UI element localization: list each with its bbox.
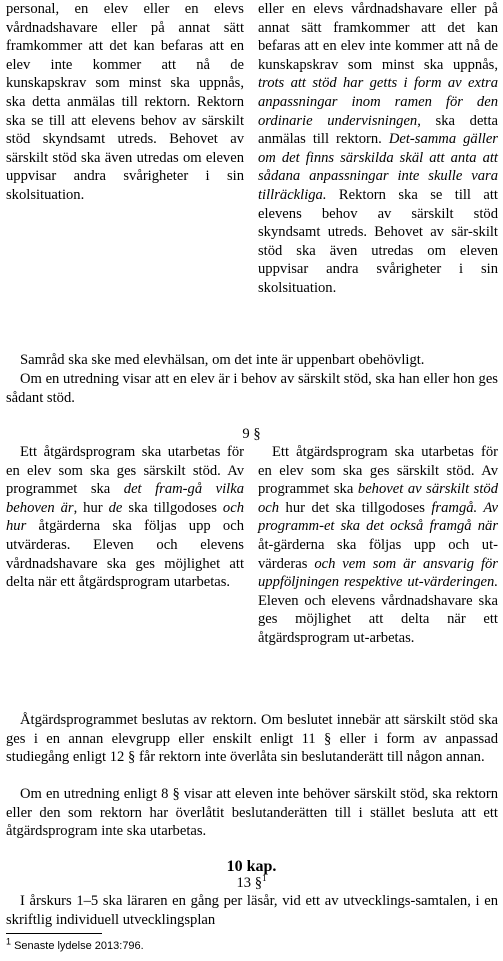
sec8-proposed-text	[258, 0, 498, 298]
italic-run: och vem som är ansvarig för uppföljningen respektive ut-värderingen.	[258, 555, 498, 591]
footnote-text: Senaste lydelse 2013:796.	[11, 940, 144, 952]
italic-run: framgå. Av programm-et ska det också framgå när	[258, 499, 498, 535]
sec9-proposed-text	[258, 443, 498, 648]
text-run: åt-gärderna ska följas upp och ut-värderas	[258, 536, 498, 572]
text-run: åtgärderna ska följas upp och utvärderas. Eleven och elevens vårdnadshavare ska ges möjlighet att delta när ett åtgärdsprogram utarbetas.	[6, 518, 244, 591]
sec8-current-text	[6, 0, 244, 205]
text-run: Rektorn ska se till att elevens behov av särskilt stöd skyndsamt utreds. Behovet av sär-skilt stöd ska även utredas om eleven uppvisar andra svårigheter i sin skolsituation.	[258, 186, 498, 296]
text-run: , ska detta anmälas till rektorn.	[258, 112, 499, 148]
italic-run: trots att stöd har getts i form av extra anpassningar inom ramen för den ordinarie undervisningen	[258, 75, 498, 129]
footnote-reference: 1	[262, 873, 267, 884]
section-label: 13 §	[236, 875, 263, 891]
chapter-heading: 10 kap.	[226, 858, 277, 875]
text-run: Ett åtgärdsprogram ska utarbetas för en elev som ska ges särskilt stöd. Av programmet ska	[6, 444, 244, 498]
text-run: ska tillgodoses	[122, 499, 223, 516]
sec8-right-paragraph	[258, 0, 498, 298]
italic-run: de	[108, 499, 123, 516]
text-run: hur det ska tillgodoses	[279, 499, 432, 516]
paragraph-utredning-8: Om en utredning enligt 8 § visar att eleven inte behöver särskilt stöd, ska rektorn eller den som rektorn har överlåtit beslutanderätten till i stället besluta att ett åtgärdsprogram inte ska utarbetas.	[6, 786, 498, 840]
text-run: , hur	[73, 499, 109, 516]
paragraph-beslut: Åtgärdsprogrammet beslutas av rektorn. Om beslutet innebär att särskilt stöd ska ges i en annan elevgrupp eller enskilt enligt 11 § eller i form av anpassad studiegång enligt 12 § får rektorn inte överlåta sin beslutanderätt till någon annan.	[6, 712, 498, 766]
sec9-left-paragraph	[6, 443, 244, 592]
sec9-current-text	[6, 443, 244, 592]
sec9-right-paragraph	[258, 443, 498, 648]
footnote	[6, 936, 144, 953]
section-heading-13	[0, 874, 503, 893]
italic-run: Det-samma gäller om det finns särskilda skäl att anta att sådana anpassningar inte skulle vara tillräckliga.	[258, 131, 498, 203]
footnote-divider	[6, 933, 102, 934]
italic-run: det fram-gå vilka behoven är	[6, 481, 244, 516]
italic-run: behovet av särskilt stöd och	[258, 481, 499, 516]
footnote-mark: 1	[6, 936, 12, 947]
paragraph-utredning: Om en utredning visar att en elev är i behov av särskilt stöd, ska han eller hon ges sådant stöd.	[6, 371, 498, 406]
section-heading-9: 9 §	[242, 426, 261, 442]
paragraph-samrad: Samråd ska ske med elevhälsan, om det inte är uppenbart obehövligt.	[20, 352, 425, 368]
paragraph-arskurs: I årskurs 1–5 ska läraren en gång per läsår, vid ett av utvecklings-samtalen, i en skriftlig individuell utvecklingsplan	[6, 893, 498, 928]
text-run: Ett åtgärdsprogram ska utarbetas för en elev som ska ges särskilt stöd. Av programmet ska	[258, 444, 498, 498]
text-run: eller en elevs vårdnadshavare eller på annat sätt framkommer att det kan befaras att en elev inte kommer att nå de kunskapskrav som minst ska uppnås,	[258, 1, 498, 73]
italic-run: och hur	[6, 499, 244, 535]
text-run: Eleven och elevens vårdnadshavare ska ges möjlighet att delta när ett åtgärdsprogram ut-arbetas.	[258, 592, 498, 646]
sec8-left-paragraph: personal, en elev eller en elevs vårdnadshavare eller på annat sätt framkommer att det kan befaras att en elev inte kommer att nå de kunskapskrav som minst ska uppnås, ska detta anmälas till rektorn. Rektorn ska se till att elevens behov av särskilt stöd skyndsamt utreds. Behovet av särskilt stöd ska även utredas om eleven uppvisar andra svårigheter i sin skolsituation.	[6, 1, 244, 203]
